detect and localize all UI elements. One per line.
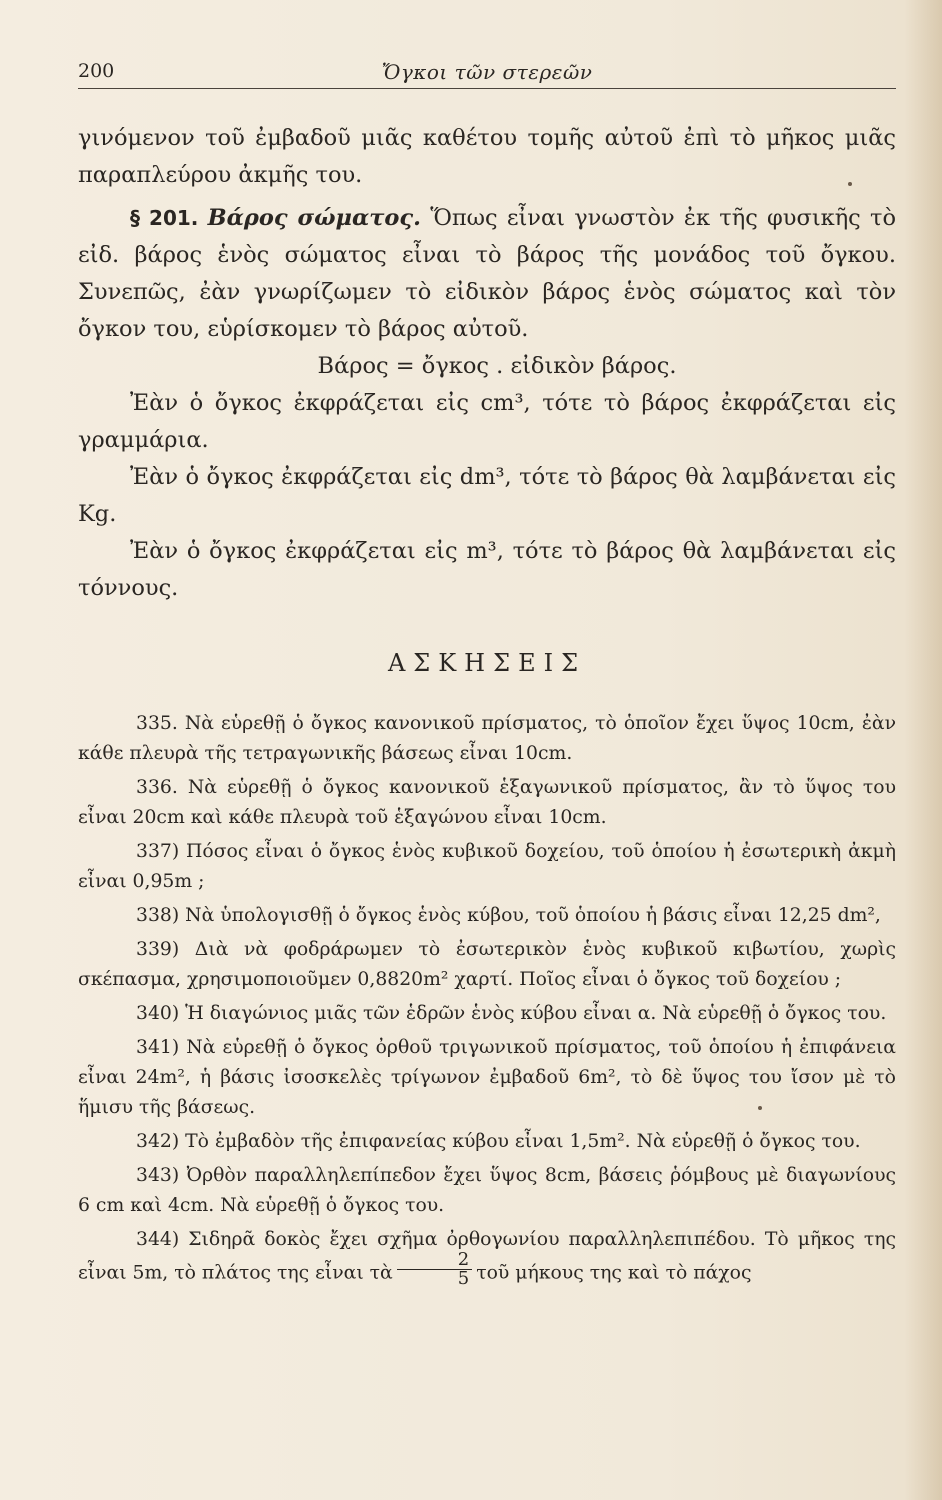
exercise-item: 339) Διὰ νὰ φοδράρωμεν τὸ ἐσωτερικὸν ἑνὸς κυβικοῦ κιβωτίου, χωρὶς σκέπασμα, χρησιμοποιοῦμεν 0,8820m² χαρτί. Ποῖος εἶναι ὁ ὄγκος τοῦ δοχείου ; bbox=[78, 939, 896, 990]
section-body: Ὅπως εἶναι γνωστὸν ἐκ τῆς φυσικῆς τὸ εἰδ. βάρος ἑνὸς σώματος εἶναι τὸ βάρος τῆς μονάδος τοῦ ὄγκου. Συνεπῶς, ἐὰν γνωρίζωμεν τὸ εἰδικὸν βάρος ἑνὸς σώματος καὶ τὸν ὄγκον του, εὑρίσκομεν τὸ βάρος αὐτοῦ. bbox=[78, 205, 896, 342]
page-header bbox=[78, 58, 896, 89]
page-number: 200 bbox=[78, 60, 115, 82]
section-title: Βάρος σώματος. bbox=[207, 205, 421, 231]
exercise-344-text: 344) Σιδηρᾶ δοκὸς ἔχει σχῆμα ὀρθογωνίου παραλληλεπιπέδου. Τὸ μῆκος της εἶναι 5m, τὸ πλάτος της εἶναι τὰ bbox=[78, 1229, 896, 1284]
intro-paragraph: γινόμενον τοῦ ἐμβαδοῦ μιᾶς καθέτου τομῆς αὐτοῦ ἐπὶ τὸ μῆκος μιᾶς παραπλεύρου ἀκμῆς του. bbox=[78, 125, 896, 188]
exercise-item: 340) Ἡ διαγώνιος μιᾶς τῶν ἑδρῶν ἑνὸς κύβου εἶναι α. Νὰ εὑρεθῇ ὁ ὄγκος του. bbox=[136, 1003, 887, 1024]
page-body bbox=[78, 120, 896, 1296]
exercise-item: 335. Νὰ εὑρεθῇ ὁ ὄγκος κανονικοῦ πρίσματος, τὸ ὁποῖον ἔχει ὕψος 10cm, ἐὰν κάθε πλευρὰ τῆς τετραγωνικῆς βάσεως εἶναι 10cm. bbox=[78, 713, 896, 764]
exercise-item: 342) Τὸ ἐμβαδὸν τῆς ἐπιφανείας κύβου εἶναι 1,5m². Νὰ εὑρεθῇ ὁ ὄγκος του. bbox=[136, 1131, 861, 1152]
fraction-denominator: 5 bbox=[457, 1268, 470, 1289]
section-number: § 201. bbox=[130, 206, 199, 230]
exercise-item: 343) Ὀρθὸν παραλληλεπίπεδον ἔχει ὕψος 8cm, βάσεις ῥόμβους μὲ διαγωνίους 6 cm καὶ 4cm. Νὰ εὑρεθῇ ὁ ὄγκος του. bbox=[78, 1165, 896, 1216]
exercise-344-text-after: τοῦ μήκους της καὶ τὸ πάχος bbox=[476, 1262, 752, 1284]
fraction-numerator: 2 bbox=[397, 1251, 472, 1270]
fraction bbox=[397, 1251, 472, 1288]
rule-dm: Ἐὰν ὁ ὄγκος ἐκφράζεται εἰς dm³, τότε τὸ βάρος θὰ λαμβάνεται εἰς Kg. bbox=[78, 464, 896, 527]
section-paragraph bbox=[78, 200, 896, 348]
exercise-item: 338) Νὰ ὑπολογισθῇ ὁ ὄγκος ἑνὸς κύβου, τοῦ ὁποίου ἡ βάσις εἶναι 12,25 dm², bbox=[136, 905, 881, 926]
rule-m: Ἐὰν ὁ ὄγκος ἐκφράζεται εἰς m³, τότε τὸ βάρος θὰ λαμβάνεται εἰς τόννους. bbox=[78, 538, 896, 601]
weight-formula: Βάρος = ὄγκος . εἰδικὸν βάρος. bbox=[317, 353, 677, 379]
exercises-heading: ΑΣΚΗΣΕΙΣ bbox=[387, 649, 587, 677]
exercise-item: 341) Νὰ εὑρεθῇ ὁ ὄγκος ὀρθοῦ τριγωνικοῦ πρίσματος, τοῦ ὁποίου ἡ ἐπιφάνεια εἶναι 24m², ἡ βάσις ἰσοσκελὲς τρίγωνον ἐμβαδοῦ 6m², τὸ δὲ ὕψος του ἴσον μὲ τὸ ἥμισυ τῆς βάσεως. bbox=[78, 1037, 896, 1118]
exercise-item: 336. Νὰ εὑρεθῇ ὁ ὄγκος κανονικοῦ ἑξαγωνικοῦ πρίσματος, ἂν τὸ ὕψος του εἶναι 20cm καὶ κάθε πλευρὰ τοῦ ἑξαγώνου εἶναι 10cm. bbox=[78, 777, 896, 828]
running-title: Ὄγκοι τῶν στερεῶν bbox=[381, 60, 593, 84]
rule-cm: Ἐὰν ὁ ὄγκος ἐκφράζεται εἰς cm³, τότε τὸ βάρος ἐκφράζεται εἰς γραμμάρια. bbox=[78, 390, 896, 453]
exercise-item-344 bbox=[78, 1225, 896, 1292]
print-speck bbox=[758, 1106, 762, 1110]
exercise-item: 337) Πόσος εἶναι ὁ ὄγκος ἑνὸς κυβικοῦ δοχείου, τοῦ ὁποίου ἡ ἐσωτερικὴ ἀκμὴ εἶναι 0,95m ; bbox=[78, 841, 896, 892]
print-speck bbox=[848, 182, 852, 186]
